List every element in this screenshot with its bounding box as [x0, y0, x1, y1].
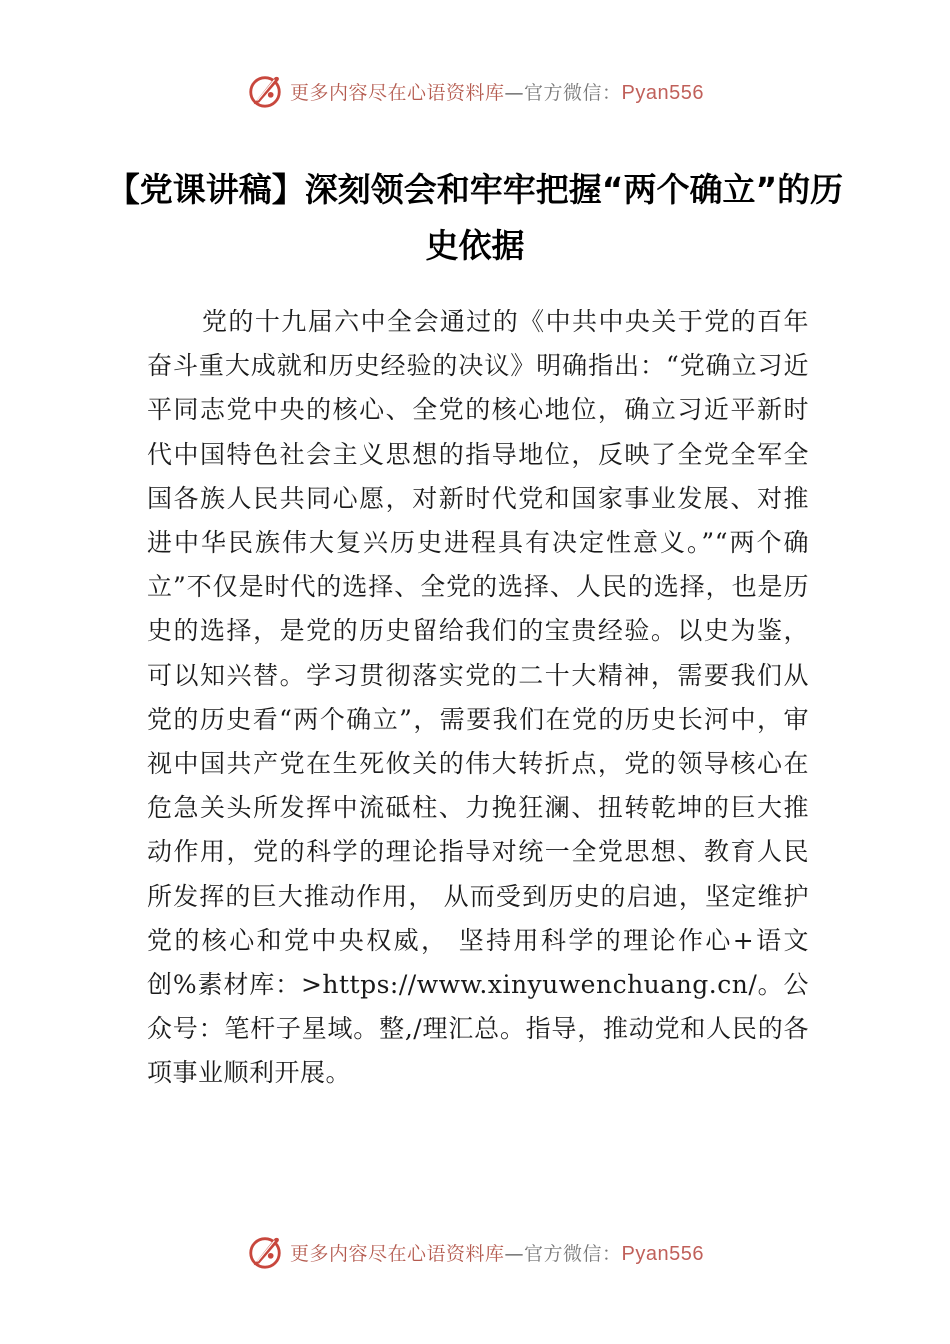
footer-wechat-id: Pyan556 [621, 1242, 704, 1265]
page-title: 【党课讲稿】深刻领会和牢牢把握“两个确立”的历史依据 [106, 170, 844, 265]
header-banner [0, 72, 950, 110]
body-paragraph: 党的十九届六中全会通过的《中共中央关于党的百年奋斗重大成就和历史经验的决议》明确指出：“党确立习近平同志党中央的核心、全党的核心地位，确立习近平新时代中国特色社会主义思想的指导地位，反映了全党全军全国各族人民共同心愿，对新时代党和国家事业发展、对推进中华民族伟大复兴历史进程具有决定性意义。”“两个确立”不仅是时代的选择、全党的选择、人民的选择，也是历史的选择，是党的历史留给我们的宝贵经验。以史为鉴，可以知兴替。学习贯彻落实党的二十大精神，需要我们从党的历史看“两个确立”，需要我们在党的历史长河中，审视中国共产党在生死攸关的伟大转折点，党的领导核心在危急关头所发挥中流砥柱、力挽狂澜、扭转乾坤的巨大推动作用，党的科学的理论指导对统一全党思想、教育人民所发挥的巨大推动作用， 从而受到历史的启迪，坚定维护党的核心和党中央权威， 坚持用科学的理论作心+语文创%素材库：>https://www.xinyuwenchuang.cn/。公众号：笔杆子星域。整,/理汇总。指导，推动党和人民的各项事业顺利开展。 [147, 307, 809, 1088]
footer-banner-title: 更多内容尽在心语资料库 [290, 1242, 505, 1265]
header-wechat-label: 官方微信： [524, 81, 622, 104]
footer-banner [0, 1233, 950, 1271]
footer-banner-text [290, 1239, 704, 1266]
header-banner-text [290, 78, 704, 105]
footer-wechat-label: 官方微信： [524, 1242, 622, 1265]
header-wechat-id: Pyan556 [621, 81, 704, 104]
quill-pen-circle-logo-icon [246, 72, 284, 110]
footer-separator: — [504, 1242, 525, 1265]
header-banner-title: 更多内容尽在心语资料库 [290, 81, 505, 104]
header-separator: — [504, 81, 525, 104]
quill-pen-circle-logo-icon [246, 1233, 284, 1271]
